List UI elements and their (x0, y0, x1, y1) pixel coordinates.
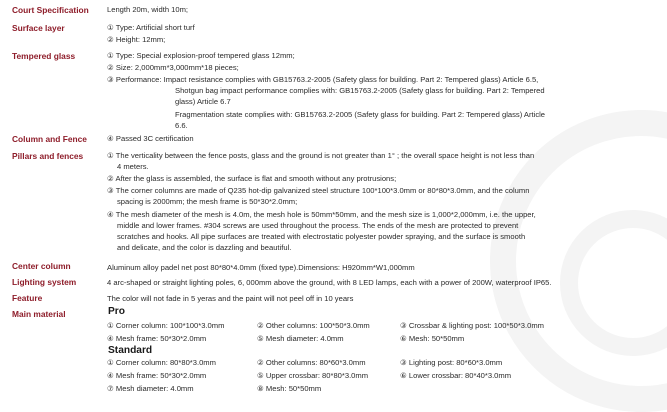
tempered-glass-item-2: ② Size: 2,000mm*3,000mm*18 pieces; (107, 63, 239, 72)
pillars-item-4-line-2: middle and lower frames. #304 screws are used throughout the process. The ends of the mesh are protected to prevent (117, 221, 519, 230)
pillars-item-3-line-2: spacing is 2000mm; the mesh frame is 50*30*2.0mm; (117, 197, 298, 206)
pro-item-6: ⑥ Mesh: 50*50mm (400, 334, 465, 343)
standard-item-2: ② Other columns: 80*60*3.0mm (257, 358, 366, 367)
standard-title: Standard (108, 345, 153, 356)
pillars-fences-label: Pillars and fences (12, 151, 84, 161)
tempered-glass-item-3: ③ Performance: Impact resistance complies with GB15763.2-2005 (Safety glass for building. Part 2: Tempered glass) Article 6.5, (107, 75, 539, 84)
center-column-label: Center column (12, 261, 71, 271)
pillars-item-2: ② After the glass is assembled, the surface is flat and smooth without any protrusions; (107, 174, 397, 183)
standard-item-8: ⑧ Mesh: 50*50mm (257, 384, 322, 393)
center-column-value: Aluminum alloy padel net post 80*80*4.0mm (fixed type).Dimensions: H920mm*W1,000mm (107, 263, 415, 272)
court-spec-label: Court Specification (12, 5, 89, 15)
tempered-glass-item-3-line-4: Fragmentation state complies with: GB15763.2-2005 (Safety glass for building. Part 2: Tempered glass) Article (175, 110, 546, 119)
standard-item-1: ① Corner column: 80*80*3.0mm (107, 358, 216, 367)
standard-item-6: ⑥ Lower crossbar: 80*40*3.0mm (400, 371, 512, 380)
pillars-item-1-line-2: 4 meters. (117, 162, 149, 171)
standard-item-7: ⑦ Mesh diameter: 4.0mm (107, 384, 194, 393)
standard-item-5: ⑤ Upper crossbar: 80*80*3.0mm (257, 371, 369, 380)
tempered-glass-item-3-line-5: 6.6. (175, 121, 188, 130)
feature-value: The color will not fade in 5 yeras and the paint will not peel off in 10 years (107, 294, 354, 303)
surface-layer-label: Surface layer (12, 23, 65, 33)
tempered-glass-item-3-line-2: Shotgun bag impact performance complies with: GB15763.2-2005 (Safety glass for building. Part 2: Tempered (175, 86, 545, 95)
pro-item-4: ④ Mesh frame: 50*30*2.0mm (107, 334, 207, 343)
standard-item-3: ③ Lighting post: 80*60*3.0mm (400, 358, 503, 367)
lighting-label: Lighting system (12, 277, 77, 287)
pro-item-3: ③ Crossbar & lighting post: 100*50*3.0mm (400, 321, 544, 330)
standard-item-4: ④ Mesh frame: 50*30*2.0mm (107, 371, 207, 380)
column-fence-label: Column and Fence (12, 134, 87, 144)
tempered-glass-item-3-line-3: glass) Article 6.7 (175, 97, 231, 106)
pillars-item-4-line-4: and delicate, and the color is dazzling and beautiful. (117, 243, 292, 252)
pro-title: Pro (108, 306, 125, 317)
column-fence-value: ④ Passed 3C certification (107, 134, 194, 143)
feature-label: Feature (12, 293, 43, 303)
pro-item-2: ② Other columns: 100*50*3.0mm (257, 321, 370, 330)
pillars-item-4: ④ The mesh diameter of the mesh is 4.0m, the mesh hole is 50mm*50mm, and the mesh size is 1,000*2,000mm, i.e. the upper, (107, 210, 536, 219)
tempered-glass-item-1: ① Type: Special explosion-proof tempered glass 12mm; (107, 51, 295, 60)
tempered-glass-label: Tempered glass (12, 51, 76, 61)
pillars-item-4-line-3: scratches and hooks. All pipe surfaces are treated with electrostatic polyester powder spraying, and the surface is smooth (117, 232, 526, 241)
pro-item-5: ⑤ Mesh diameter: 4.0mm (257, 334, 344, 343)
surface-layer-item-2: ② Height: 12mm; (107, 35, 166, 44)
main-material-label: Main material (12, 309, 66, 319)
surface-layer-item-1: ① Type: Artificial short turf (107, 23, 195, 32)
pro-item-1: ① Corner column: 100*100*3.0mm (107, 321, 225, 330)
pillars-item-1: ① The verticality between the fence posts, glass and the ground is not greater than 1° ; the overall space height is not less than (107, 151, 535, 160)
court-spec-value: Length 20m, width 10m; (107, 5, 189, 14)
lighting-value: 4 arc-shaped or straight lighting poles, 6, 000mm above the ground, with 8 LED lamps, each with a power of 200W, waterproof IP65. (107, 278, 552, 287)
pillars-item-3: ③ The corner columns are made of Q235 hot-dip galvanized steel structure 100*100*3.0mm or 80*80*3.0mm, and the column (107, 186, 530, 195)
